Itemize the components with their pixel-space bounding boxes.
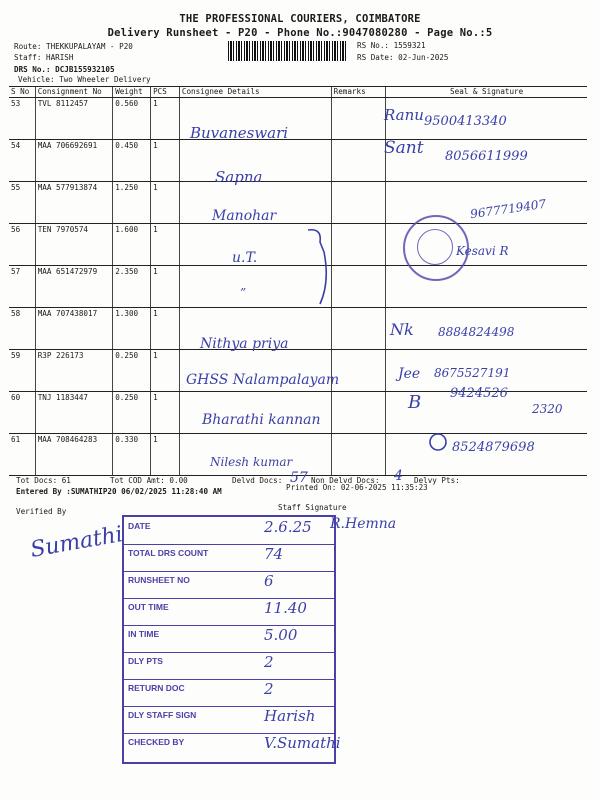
cell-weight: 1.300 — [113, 308, 151, 350]
stamp-label: TOTAL DRS COUNT — [128, 548, 209, 558]
stamp-value: 11.40 — [264, 599, 307, 617]
handwritten-phone: 9677719407 — [469, 196, 547, 222]
handwritten-signature: Ranu — [384, 106, 424, 124]
stamp-row — [124, 571, 334, 599]
stamp-row — [124, 679, 334, 707]
cell-consignment: MAA 651472979 — [35, 266, 113, 308]
handwritten-consignee: Buvaneswari — [190, 124, 289, 142]
stamp-label: RUNSHEET NO — [128, 575, 190, 585]
col-remarks: Remarks — [331, 87, 386, 98]
verified-by: Verified By — [16, 507, 67, 516]
stamp-value: 2.6.25 — [264, 518, 312, 536]
cell-sno: 54 — [9, 140, 35, 182]
stamp-row — [124, 625, 334, 653]
cell-consignment: MAA 707438017 — [35, 308, 113, 350]
handwritten-consignee: Bharathi kannan — [202, 412, 321, 428]
stamp-label: DATE — [128, 521, 151, 531]
verifier-signature: Sumathi — [28, 522, 125, 563]
cell-consignment: MAA 708464283 — [35, 434, 113, 476]
cell-remarks — [331, 392, 386, 434]
delvd-docs: Delvd Docs: — [232, 476, 283, 485]
cell-pcs: 1 — [151, 308, 180, 350]
col-pcs: PCS — [151, 87, 180, 98]
cell-sno: 59 — [9, 350, 35, 392]
handwritten-consignee: ” — [240, 286, 247, 300]
cell-sno: 60 — [9, 392, 35, 434]
handwritten-consignee: Sapna — [215, 168, 263, 186]
staff-signature-label: Staff Signature — [278, 503, 347, 512]
stamp-value: 6 — [264, 572, 274, 590]
printed-on: Printed On: 02-06-2025 11:35:23 — [286, 483, 428, 492]
handwritten-phone: 8524879698 — [452, 440, 535, 455]
cell-remarks — [331, 98, 386, 140]
handwritten-phone: 8056611999 — [445, 149, 528, 164]
cell-remarks — [331, 308, 386, 350]
stamp-value: 74 — [264, 545, 284, 563]
stamp-label: CHECKED BY — [128, 737, 185, 747]
stamp-label: DLY PTS — [128, 656, 163, 666]
stamp-row — [124, 733, 341, 760]
cell-remarks — [331, 140, 386, 182]
verification-stamp — [122, 515, 341, 764]
entered-by: Entered By :SUMATHIP20 06/02/2025 11:28:40 AM — [16, 487, 222, 496]
cell-sno: 57 — [9, 266, 35, 308]
stamp-label: IN TIME — [128, 629, 160, 639]
handwritten-consignee: Nilesh kumar — [210, 455, 293, 469]
staff-label: Staff: HARISH — [14, 53, 74, 62]
handwritten-consignee: Manohar — [212, 208, 277, 224]
tot-cod-amt: Tot COD Amt: 0.00 — [110, 476, 188, 485]
cell-remarks — [331, 182, 386, 224]
cell-weight: 0.250 — [113, 350, 151, 392]
cell-weight: 1.250 — [113, 182, 151, 224]
cell-sno: 55 — [9, 182, 35, 224]
cell-remarks — [331, 350, 386, 392]
cell-weight: 0.330 — [113, 434, 151, 476]
tot-docs: Tot Docs: 61 — [16, 476, 71, 485]
non-delvd-docs-hand: 4 — [394, 468, 403, 484]
handwritten-phone: 2320 — [532, 402, 563, 416]
staff-signature: R.Hemna — [330, 516, 397, 532]
handwritten-phone: 8675527191 — [434, 366, 511, 380]
cell-weight: 0.560 — [113, 98, 151, 140]
bracket-mark — [300, 222, 340, 312]
stamp-row — [124, 706, 334, 734]
handwritten-signature: Kesavi R — [456, 244, 509, 258]
stamp-label: DLY STAFF SIGN — [128, 710, 197, 720]
cell-sno: 53 — [9, 98, 35, 140]
cell-consignment: R3P 226173 — [35, 350, 113, 392]
runsheet-subtitle: Delivery Runsheet - P20 - Phone No.:9047080280 - Page No.:5 — [107, 27, 493, 39]
cell-pcs: 1 — [151, 266, 180, 308]
delvd-docs-hand: 57 — [290, 470, 308, 486]
col-sno: S No — [9, 87, 35, 98]
cell-consignment: TEN 7970574 — [35, 224, 113, 266]
col-weight: Weight — [113, 87, 151, 98]
cell-sno: 56 — [9, 224, 35, 266]
cell-pcs: 1 — [151, 392, 180, 434]
col-seal: Seal & Signature — [386, 87, 587, 98]
handwritten-consignee: Nithya priya — [200, 336, 289, 352]
stamp-row — [124, 652, 334, 680]
drs-number: DRS No.: DCJB155932105 — [14, 65, 115, 74]
cell-consignment: MAA 706692691 — [35, 140, 113, 182]
cell-weight: 0.450 — [113, 140, 151, 182]
cell-pcs: 1 — [151, 350, 180, 392]
handwritten-signature: B — [408, 392, 422, 413]
cell-weight: 1.600 — [113, 224, 151, 266]
col-consignee: Consignee Details — [179, 87, 331, 98]
barcode — [228, 41, 346, 61]
stamp-value: 5.00 — [264, 626, 298, 644]
handwritten-signature: Sant — [384, 138, 424, 158]
handwritten-consignee: u.T. — [232, 250, 258, 266]
stamp-label: RETURN DOC — [128, 683, 185, 693]
table-row — [9, 266, 587, 308]
stamp-value: V.Sumathi — [264, 734, 341, 752]
handwritten-phone: 9424526 — [450, 386, 508, 401]
stamp-row — [124, 544, 334, 572]
stamp-value: 2 — [264, 680, 274, 698]
handwritten-signature: Nk — [390, 320, 414, 339]
cell-pcs: 1 — [151, 224, 180, 266]
cell-consignment: TVL 8112457 — [35, 98, 113, 140]
stamp-label: OUT TIME — [128, 602, 169, 612]
rs-number: RS No.: 1559321 — [357, 41, 426, 50]
cell-sno: 58 — [9, 308, 35, 350]
cell-pcs: 1 — [151, 182, 180, 224]
company-name: THE PROFESSIONAL COURIERS, COIMBATORE — [179, 13, 421, 25]
handwritten-signature: Jee — [398, 366, 421, 382]
delvy-pts: Delvy Pts: — [414, 476, 460, 485]
cell-consignment: MAA 577913874 — [35, 182, 113, 224]
cell-pcs: 1 — [151, 98, 180, 140]
handwritten-phone: 8884824498 — [438, 325, 515, 339]
handwritten-phone: 9500413340 — [424, 114, 507, 129]
cell-sno: 61 — [9, 434, 35, 476]
rs-date: RS Date: 02-Jun-2025 — [357, 53, 449, 62]
cell-pcs: 1 — [151, 434, 180, 476]
route-label: Route: THEKKUPALAYAM - P20 — [14, 42, 133, 51]
stamp-value: 2 — [264, 653, 274, 671]
stamp-row — [124, 598, 334, 626]
handwritten-consignee: GHSS Nalampalayam — [186, 372, 340, 388]
cell-weight: 2.350 — [113, 266, 151, 308]
cell-remarks — [331, 434, 386, 476]
vehicle-label: Vehicle: Two Wheeler Delivery — [18, 75, 151, 84]
non-delvd-docs: Non Delvd Docs: — [311, 476, 380, 485]
cell-pcs: 1 — [151, 140, 180, 182]
stamp-value: Harish — [264, 707, 316, 725]
cell-consignment: TNJ 1183447 — [35, 392, 113, 434]
stamp-row — [124, 517, 334, 545]
cell-weight: 0.250 — [113, 392, 151, 434]
col-consignment: Consignment No — [35, 87, 113, 98]
table-header-row — [9, 87, 587, 98]
scribble-signature — [424, 430, 452, 454]
